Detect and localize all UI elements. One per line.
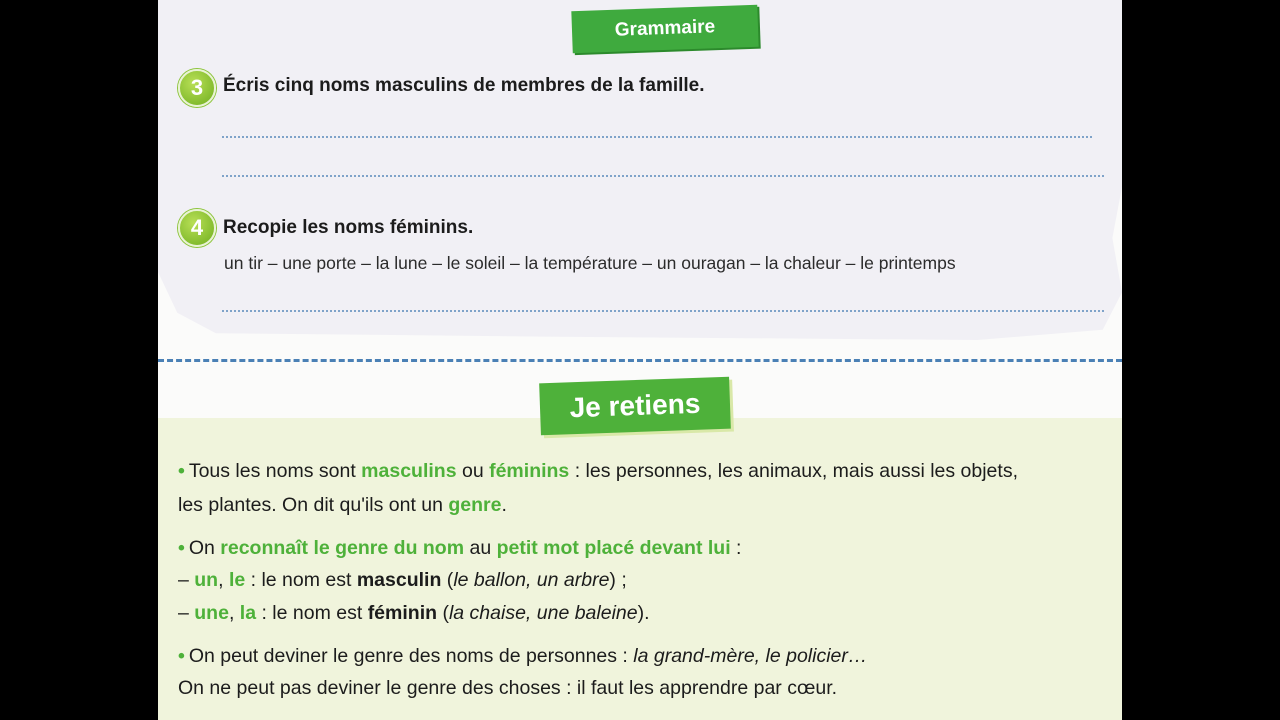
rule-text: Tous les noms sont <box>188 460 362 482</box>
rule-3-line-1 <box>178 645 867 668</box>
answer-line-2 <box>222 175 1104 177</box>
exercise-panel <box>158 0 1122 340</box>
rule-text: . <box>501 494 507 516</box>
rule-text: : <box>730 537 742 559</box>
rule-text: – <box>178 602 195 624</box>
rule-text: au <box>464 537 497 559</box>
keyword-un: un <box>194 569 219 591</box>
exercise-4-number-badge <box>178 209 216 247</box>
example-personnes: la grand-mère, le policier… <box>633 645 868 667</box>
keyword-une: une <box>194 602 229 624</box>
rule-text: : le nom est <box>245 569 357 591</box>
bullet-icon: • <box>178 460 185 482</box>
rule-text: ( <box>441 569 454 591</box>
answer-line-3 <box>222 310 1104 312</box>
keyword-masculin: masculin <box>356 569 442 591</box>
je-retiens-tag <box>539 377 731 436</box>
keyword-feminin: féminin <box>367 602 438 624</box>
keyword-la: la <box>239 602 257 624</box>
rule-text: : le nom est <box>256 602 368 624</box>
grammaire-tag <box>571 5 758 53</box>
rule-2-line-1 <box>178 537 741 560</box>
exercise-4-number: 4 <box>190 215 204 240</box>
section-separator <box>158 359 1122 362</box>
rule-text: ) ; <box>609 569 627 591</box>
bullet-icon: • <box>178 645 185 667</box>
je-retiens-label: Je retiens <box>569 387 701 424</box>
rule-text: ). <box>637 602 650 624</box>
keyword-petit-mot: petit mot placé devant lui <box>496 537 731 559</box>
exercise-4-instruction: Recopie les noms féminins. <box>223 217 474 238</box>
rule-3-line-2: On ne peut pas deviner le genre des choses : il faut les apprendre par cœur. <box>178 677 838 699</box>
rule-1-line-2 <box>178 494 507 517</box>
rule-text: – <box>178 569 195 591</box>
keyword-genre: genre <box>448 494 502 516</box>
keyword-reconnait: reconnaît le genre du nom <box>220 537 465 559</box>
textbook-page <box>158 0 1122 720</box>
exercise-4-word-list: un tir – une porte – la lune – le soleil – la température – un ouragan – la chaleur – le printemps <box>224 253 956 273</box>
exercise-3-number: 3 <box>190 75 204 100</box>
rule-text: On <box>188 537 221 559</box>
keyword-masculins: masculins <box>361 460 457 482</box>
rule-text: ou <box>456 460 490 482</box>
grammaire-label: Grammaire <box>614 16 716 41</box>
keyword-le: le <box>228 569 246 591</box>
exercise-3-number-badge <box>178 69 216 107</box>
answer-line-1 <box>222 136 1092 138</box>
example-masculin: le ballon, un arbre <box>453 569 610 591</box>
rule-2-line-3 <box>178 602 650 625</box>
rule-1-line-1 <box>178 460 1018 483</box>
rule-text: les plantes. On dit qu'ils ont un <box>178 494 449 516</box>
rule-text: ( <box>437 602 449 624</box>
rule-2-line-2 <box>178 569 627 592</box>
rule-text: On peut deviner le genre des noms de personnes : <box>188 645 634 667</box>
example-feminin: la chaise, une baleine <box>448 602 638 624</box>
bullet-icon: • <box>178 537 185 559</box>
exercise-3-instruction: Écris cinq noms masculins de membres de la famille. <box>223 75 705 96</box>
rule-text: , <box>228 602 240 624</box>
keyword-feminins: féminins <box>489 460 570 482</box>
rule-text: : les personnes, les animaux, mais aussi les objets, <box>569 460 1018 482</box>
rule-text: , <box>218 569 229 591</box>
